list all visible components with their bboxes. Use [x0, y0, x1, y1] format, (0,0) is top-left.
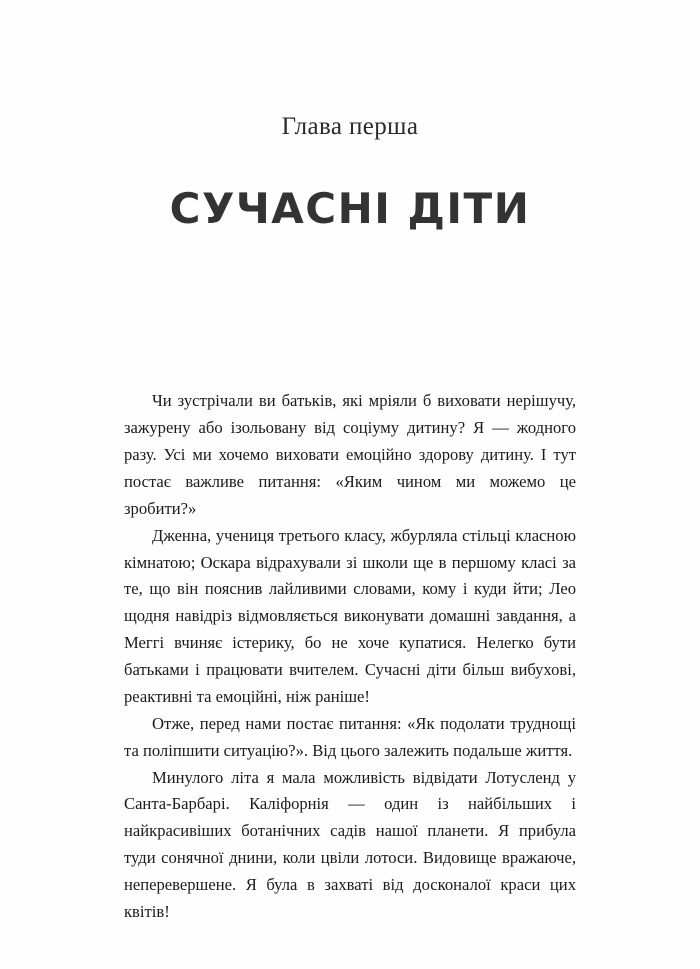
paragraph: Дженна, учениця третього класу, жбурляла стільці класною кімнатою; Оскара відрахували зі школи ще в першому класі за те, що він пояснив лайливими словами, кому і куди йти; Лео щодня навідріз відмовляється виконувати домашні завдання, а Меггі вчиняє істерику, бо не хоче купатися. Нелегко бути батьками і працювати вчителем. Сучасні діти більш вибухові, реактивні та емоційні, ніж раніше! — [124, 525, 576, 706]
paragraph: Чи зустрічали ви батьків, які мріяли б виховати нерішучу, зажурену або ізольовану від соціуму дитину? Я — жодного разу. Усі ми хочемо виховати емоційно здорову дитину. І тут постає важливе питання: «Яким чином ми можемо це зробити?» — [124, 391, 576, 518]
chapter-title: СУЧАСНІ ДІТИ — [169, 184, 531, 233]
chapter-label: Глава перша — [281, 113, 419, 140]
body-text — [124, 260, 576, 926]
paragraph: Отже, перед нами постає питання: «Як подолати труднощі та поліпшити ситуацію?». Від цього залежить подальше життя. — [124, 713, 576, 760]
chapter-header — [0, 0, 700, 232]
paragraph: Минулого літа я мала можливість відвідати Лотусленд у Санта-Барбарі. Каліфорнія — один із найбільших і найкрасивіших ботанічних садів нашої планети. Я прибула туди сонячної днини, коли цвіли лотоси. Видовище вражаюче, неперевершене. Я була в захваті від досконалої краси цих квітів! — [124, 767, 576, 921]
